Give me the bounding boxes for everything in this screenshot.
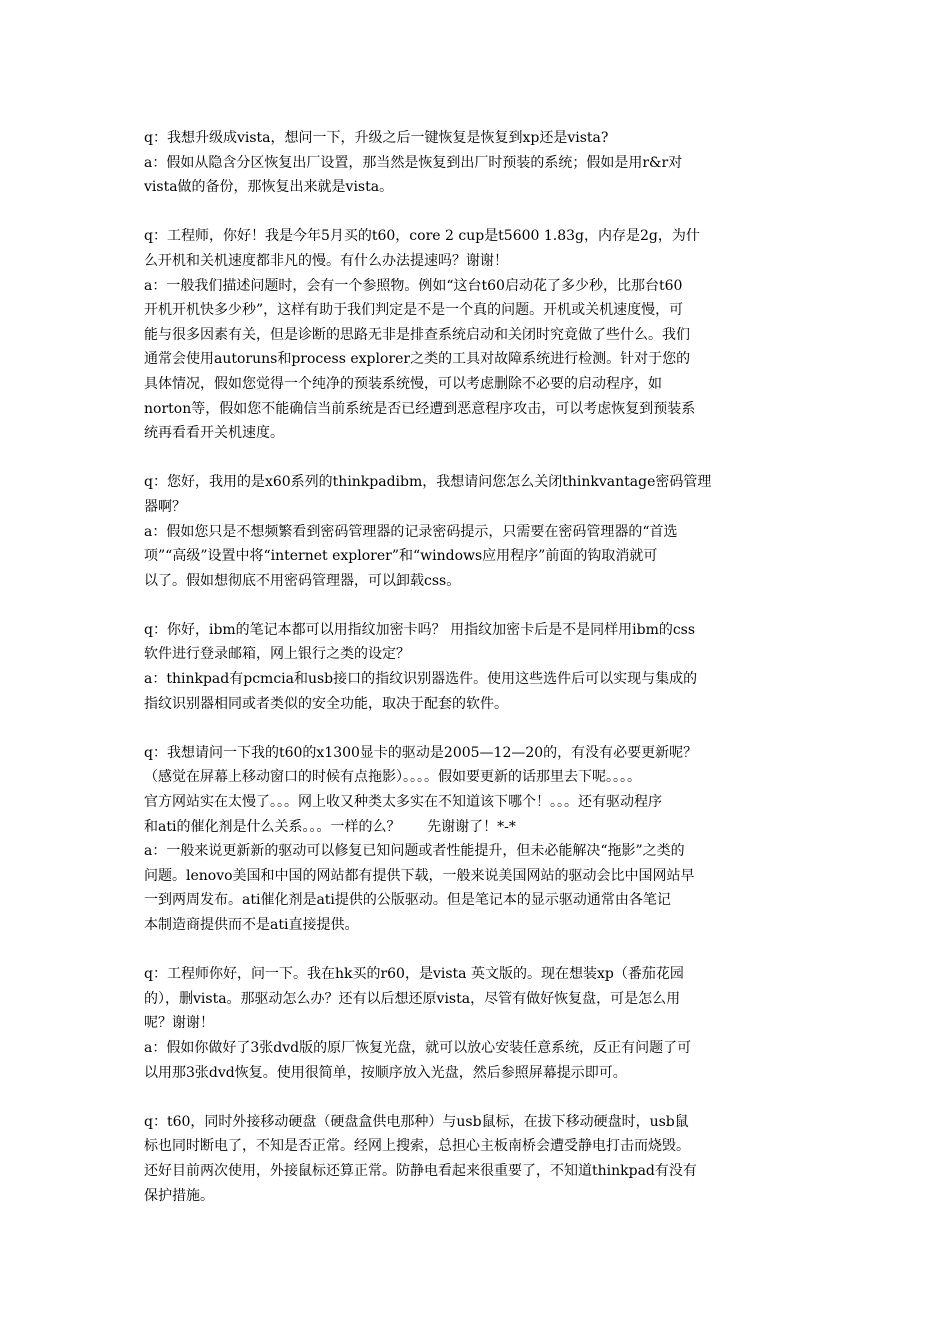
text-line: q：我想请问一下我的t60的x1300显卡的驱动是2005—12—20的，有没有必要更新呢？	[144, 744, 698, 761]
qa-block	[144, 618, 808, 716]
text-line: 一到两周发布。ati催化剂是ati提供的公版驱动。但是笔记本的显示驱动通常由各笔记	[144, 892, 671, 909]
qa-block	[144, 741, 808, 938]
text-line: 开机开机快多少秒”，这样有助于我们判定是不是一个真的问题。开机或关机速度慢，可	[144, 302, 684, 319]
text-line: 指纹识别器相同或者类似的安全功能，取决于配套的软件。	[144, 695, 508, 712]
text-line: a：thinkpad有pcmcia和usb接口的指纹识别器选件。使用这些选件后可以实现与集成的	[144, 671, 698, 688]
text-line: a：一般我们描述问题时，会有一个参照物。例如“这台t60启动花了多少秒，比那台t60	[144, 277, 683, 294]
text-line: 么开机和关机速度都非凡的慢。有什么办法提速吗？谢谢！	[144, 252, 508, 269]
qa-block	[144, 1110, 808, 1208]
text-line: q：工程师，你好！我是今年5月买的t60，core 2 cup是t5600 1.83g，内存是2g，为什	[144, 228, 700, 245]
text-line: 以用那3张dvd恢复。使用很简单，按顺序放入光盘，然后参照屏幕提示即可。	[144, 1064, 627, 1081]
text-line: 标也同时断电了，不知是否正常。经网上搜索，总担心主板南桥会遭受静电打击而烧毁。	[144, 1138, 690, 1155]
text-line: 呢？谢谢！	[144, 1015, 214, 1032]
text-line: （感觉在屏幕上移动窗口的时候有点拖影）。。。。假如要更新的话那里去下呢。。。。	[144, 769, 641, 786]
text-line: 具体情况，假如您觉得一个纯净的预装系统慢，可以考虑删除不必要的启动程序，如	[144, 375, 662, 392]
text-line: a：假如从隐含分区恢复出厂设置，那当然是恢复到出厂时预装的系统；假如是用r&r对	[144, 154, 683, 171]
text-line: norton等，假如您不能确信当前系统是否已经遭到恶意程序攻击，可以考虑恢复到预装系	[144, 400, 696, 417]
text-line: 软件进行登录邮箱，网上银行之类的设定？	[144, 646, 410, 663]
text-line: 的），删vista。那驱动怎么办？还有以后想还原vista，尽管有做好恢复盘，可是怎么用	[144, 990, 681, 1007]
text-line: 问题。lenovo美国和中国的网站都有提供下载，一般来说美国网站的驱动会比中国网站早	[144, 867, 695, 884]
text-line: 统再看看开关机速度。	[144, 425, 284, 442]
document-body	[144, 126, 808, 1233]
text-line: q：您好，我用的是x60系列的thinkpadibm，我想请问您怎么关闭thinkvantage密码管理	[144, 474, 712, 491]
text-line: 和ati的催化剂是什么关系。。。一样的么？ 先谢谢了！*-*	[144, 818, 516, 835]
qa-block	[144, 126, 808, 200]
text-line: a：一般来说更新新的驱动可以修复已知问题或者性能提升，但未必能解决“拖影”之类的	[144, 843, 685, 860]
text-line: vista做的备份，那恢复出来就是vista。	[144, 179, 394, 196]
text-line: q：t60，同时外接移动硬盘（硬盘盒供电那种）与usb鼠标，在拔下移动硬盘时，usb鼠	[144, 1113, 689, 1130]
qa-block	[144, 470, 808, 593]
text-line: 能与很多因素有关，但是诊断的思路无非是排查系统启动和关闭时究竟做了些什么。我们	[144, 326, 690, 343]
text-line: a：假如您只是不想频繁看到密码管理器的记录密码提示，只需要在密码管理器的“首选	[144, 523, 678, 540]
text-line: 还好目前两次使用，外接鼠标还算正常。防静电看起来很重要了，不知道thinkpad有没有	[144, 1162, 697, 1179]
text-line: q：工程师你好，问一下。我在hk买的r60，是vista 英文版的。现在想装xp（番茄花园	[144, 966, 684, 983]
text-line: 官方网站实在太慢了。。。网上收又种类太多实在不知道该下哪个！。。。还有驱动程序	[144, 794, 662, 811]
text-line: q：我想升级成vista，想问一下，升级之后一键恢复是恢复到xp还是vista?	[144, 130, 609, 146]
text-line: 以了。假如想彻底不用密码管理器，可以卸载css。	[144, 572, 461, 589]
qa-block	[144, 224, 808, 445]
text-line: q：你好，ibm的笔记本都可以用指纹加密卡吗？ 用指纹加密卡后是不是同样用ibm的css	[144, 621, 696, 638]
text-line: 项”“高级”设置中将“internet explorer”和“windows应用程序”前面的钩取消就可	[144, 548, 658, 565]
text-line: 本制造商提供而不是ati直接提供。	[144, 917, 359, 933]
text-line: 通常会使用autoruns和process explorer之类的工具对故障系统进行检测。针对于您的	[144, 351, 691, 368]
text-line: 器啊？	[144, 498, 186, 515]
text-line: a：假如你做好了3张dvd版的原厂恢复光盘，就可以放心安装任意系统，反正有问题了可	[144, 1039, 692, 1056]
text-line: 保护措施。	[144, 1187, 214, 1204]
qa-block	[144, 962, 808, 1085]
